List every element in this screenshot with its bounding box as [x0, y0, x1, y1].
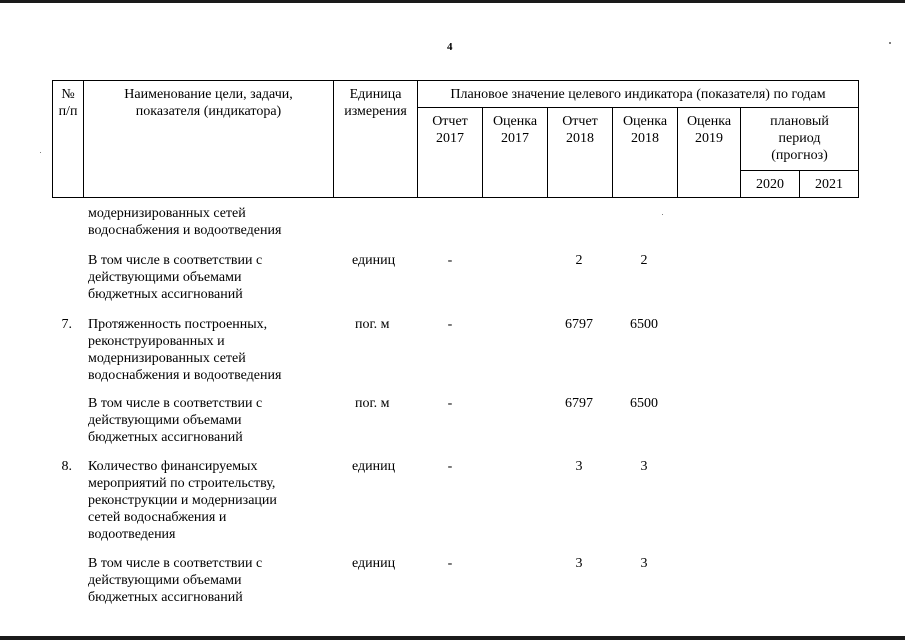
row-value-2017: - — [447, 459, 453, 474]
header-year: Оценка 2017 — [483, 108, 548, 198]
row-name: В том числе в соответствии с действующими объемами бюджетных ассигнований — [88, 556, 263, 605]
row-value-2018-report: 6797 — [565, 396, 593, 411]
row-value-2018-estimate: 3 — [640, 556, 648, 571]
header-plan-year: 2020 — [741, 171, 800, 198]
row-value-2018-report: 6797 — [565, 317, 593, 332]
row-num: 8. — [61, 459, 72, 474]
row-value-2017: - — [447, 253, 453, 268]
row-value-2018-report: 3 — [575, 556, 583, 571]
row-value-2018-estimate: 2 — [640, 253, 648, 268]
row-value-2018-estimate: 6500 — [630, 396, 658, 411]
row-value-2017: - — [447, 396, 453, 411]
row-num: 7. — [61, 317, 72, 332]
header-year: Оценка 2019 — [678, 108, 741, 198]
scan-bottom-edge — [0, 636, 905, 640]
header-year: Отчет 2018 — [548, 108, 613, 198]
row-value-2018-report: 3 — [575, 459, 583, 474]
row-unit: пог. м — [355, 396, 390, 411]
scan-speck — [40, 152, 41, 153]
page-number: 4 — [447, 41, 453, 53]
row-unit: единиц — [352, 556, 396, 571]
header-year: Оценка 2018 — [613, 108, 678, 198]
header-plan: Плановое значение целевого индикатора (показателя) по годам — [418, 81, 859, 108]
row-name: В том числе в соответствии с действующими объемами бюджетных ассигнований — [88, 253, 263, 302]
header-year: Отчет 2017 — [418, 108, 483, 198]
row-name: В том числе в соответствии с действующими объемами бюджетных ассигнований — [88, 396, 263, 445]
scan-speck — [662, 214, 663, 215]
row-name: Протяженность построенных, реконструированных и модернизированных сетей водоснабжения и водоотведения — [88, 317, 282, 383]
header-unit: Единица измерения — [334, 81, 418, 198]
row-unit: единиц — [352, 459, 396, 474]
scan-speck — [889, 42, 891, 44]
row-value-2017: - — [447, 317, 453, 332]
header-plan-year: 2021 — [800, 171, 859, 198]
header-name: Наименование цели, задачи, показателя (индикатора) — [84, 81, 334, 198]
row-value-2018-report: 2 — [575, 253, 583, 268]
row-value-2018-estimate: 3 — [640, 459, 648, 474]
row-unit: пог. м — [355, 317, 390, 332]
row-value-2018-estimate: 6500 — [630, 317, 658, 332]
row-name: Количество финансируемых мероприятий по строительству, реконструкции и модернизации сетей водоснабжения и водоотведения — [88, 459, 277, 542]
header-num: № п/п — [53, 81, 84, 198]
row-value-2017: - — [447, 556, 453, 571]
header-plan-period: плановый период (прогноз) — [741, 108, 859, 171]
row-unit: единиц — [352, 253, 396, 268]
row-name: модернизированных сетей водоснабжения и водоотведения — [88, 206, 282, 238]
